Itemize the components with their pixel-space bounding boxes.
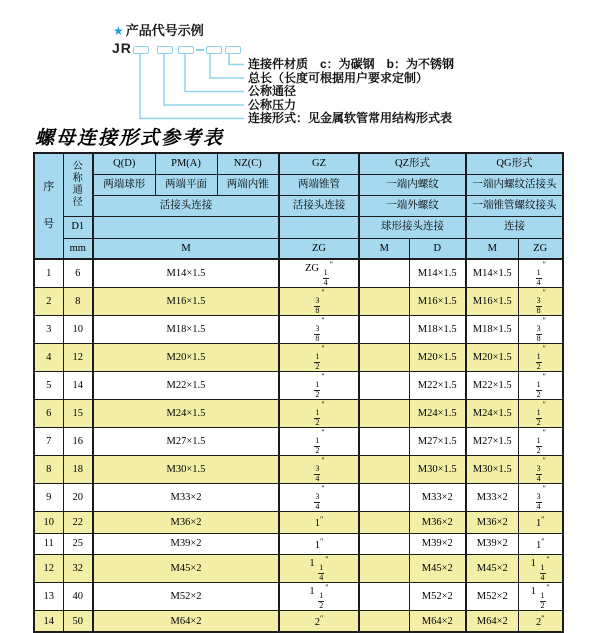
cell-qz-d: M45×2 bbox=[409, 555, 466, 583]
cell-qg-zg: $\frac{1}{2}$ ″ bbox=[518, 428, 563, 456]
cell-qg-zg: $\frac{1}{2}$ ″ bbox=[518, 400, 563, 428]
cell-seq: 1 bbox=[34, 259, 63, 288]
cell-qg-m: M52×2 bbox=[466, 583, 518, 611]
diagram-label-connection: 连接形式：见金属软管常用结构形式表 bbox=[248, 111, 453, 125]
header-d1: D1 bbox=[63, 216, 93, 238]
cell-qz-m bbox=[359, 583, 409, 611]
header-union-connect: 活接头连接 bbox=[93, 195, 279, 216]
cell-qz-m bbox=[359, 456, 409, 484]
cell-seq: 14 bbox=[34, 611, 63, 633]
cell-qz-m bbox=[359, 316, 409, 344]
cell-qg-m: M64×2 bbox=[466, 611, 518, 633]
diagram-title-text: 产品代号示例 bbox=[125, 23, 204, 38]
cell-qz-m bbox=[359, 484, 409, 512]
cell-seq: 2 bbox=[34, 288, 63, 316]
cell-m: M64×2 bbox=[93, 611, 279, 633]
header-group-qg: QG形式 bbox=[466, 153, 563, 174]
cell-qz-d: M30×1.5 bbox=[409, 456, 466, 484]
table-row bbox=[34, 428, 563, 456]
header-group-qz: QZ形式 bbox=[359, 153, 466, 174]
cell-gz-zg: $\frac{3}{8}$ ″ bbox=[279, 316, 359, 344]
cell-gz-zg: 1″ bbox=[279, 533, 359, 555]
cell-qg-zg: $\frac{3}{4}$ ″ bbox=[518, 484, 563, 512]
header-row-1 bbox=[34, 153, 563, 174]
cell-qg-m: M16×1.5 bbox=[466, 288, 518, 316]
header-pma-desc: 两端平面 bbox=[155, 174, 217, 195]
cell-dn-mm: 15 bbox=[63, 400, 93, 428]
cell-m: M20×1.5 bbox=[93, 344, 279, 372]
cell-m: M45×2 bbox=[93, 555, 279, 583]
cell-m: M18×1.5 bbox=[93, 316, 279, 344]
diagram-label-material: 连接件材质 c：为碳钢 b：为不锈钢 bbox=[248, 57, 455, 71]
cell-dn-mm: 18 bbox=[63, 456, 93, 484]
cell-dn-mm: 8 bbox=[63, 288, 93, 316]
table-row bbox=[34, 512, 563, 534]
header-row-5 bbox=[34, 238, 563, 259]
header-empty-2 bbox=[279, 216, 359, 238]
cell-qg-m: M22×1.5 bbox=[466, 372, 518, 400]
cell-m: M33×2 bbox=[93, 484, 279, 512]
cell-qg-m: M36×2 bbox=[466, 512, 518, 534]
code-box-1 bbox=[133, 46, 149, 54]
cell-qg-zg: 1 $\frac{1}{2}$ ″ bbox=[518, 583, 563, 611]
cell-qz-d: M27×1.5 bbox=[409, 428, 466, 456]
header-group-pma: PM(A) bbox=[155, 153, 217, 174]
header-gz-union-connect: 活接头连接 bbox=[279, 195, 359, 216]
cell-m: M52×2 bbox=[93, 583, 279, 611]
cell-qg-zg: $\frac{1}{2}$ ″ bbox=[518, 372, 563, 400]
header-qd-desc: 两端球形 bbox=[93, 174, 155, 195]
cell-gz-zg: $\frac{1}{2}$ ″ bbox=[279, 344, 359, 372]
header-group-qd: Q(D) bbox=[93, 153, 155, 174]
code-box-3 bbox=[178, 46, 194, 54]
code-box-5 bbox=[225, 46, 241, 54]
cell-qz-d: M24×1.5 bbox=[409, 400, 466, 428]
cell-dn-mm: 10 bbox=[63, 316, 93, 344]
code-box-2 bbox=[157, 46, 173, 54]
cell-qz-m bbox=[359, 611, 409, 633]
cell-dn-mm: 50 bbox=[63, 611, 93, 633]
header-nzc-desc: 两端内锥 bbox=[217, 174, 279, 195]
cell-gz-zg: 1″ bbox=[279, 512, 359, 534]
header-qg-m: M bbox=[466, 238, 518, 259]
cell-qz-d: M64×2 bbox=[409, 611, 466, 633]
cell-seq: 7 bbox=[34, 428, 63, 456]
cell-qg-m: M20×1.5 bbox=[466, 344, 518, 372]
cell-qz-m bbox=[359, 555, 409, 583]
table-row bbox=[34, 611, 563, 633]
cell-qg-m: M14×1.5 bbox=[466, 259, 518, 288]
table-row bbox=[34, 400, 563, 428]
cell-m: M36×2 bbox=[93, 512, 279, 534]
reference-table bbox=[33, 152, 564, 633]
table-row bbox=[34, 456, 563, 484]
table-row bbox=[34, 533, 563, 555]
cell-gz-zg: $\frac{3}{4}$ ″ bbox=[279, 484, 359, 512]
cell-gz-zg: 2″ bbox=[279, 611, 359, 633]
header-qz-desc2: 一端外螺纹 bbox=[359, 195, 466, 216]
cell-gz-zg: ZG $\frac{1}{4}$ ″ bbox=[279, 259, 359, 288]
cell-dn-mm: 22 bbox=[63, 512, 93, 534]
cell-qz-m bbox=[359, 344, 409, 372]
cell-qg-zg: $\frac{1}{2}$ ″ bbox=[518, 344, 563, 372]
cell-qg-zg: $\frac{3}{8}$ ″ bbox=[518, 316, 563, 344]
cell-qz-m bbox=[359, 288, 409, 316]
header-dn: 公 称 通 径 bbox=[63, 153, 93, 216]
cell-dn-mm: 32 bbox=[63, 555, 93, 583]
table-row bbox=[34, 259, 563, 288]
cell-m: M14×1.5 bbox=[93, 259, 279, 288]
cell-seq: 5 bbox=[34, 372, 63, 400]
table-title: 螺母连接形式参考表 bbox=[35, 127, 225, 149]
code-prefix: JR bbox=[112, 40, 132, 56]
header-qg-desc1: 一端内螺纹活接头 bbox=[466, 174, 563, 195]
cell-qg-m: M45×2 bbox=[466, 555, 518, 583]
cell-m: M16×1.5 bbox=[93, 288, 279, 316]
diagram-label-pressure: 公称压力 bbox=[248, 97, 297, 112]
cell-qz-m bbox=[359, 533, 409, 555]
diagram-label-length: 总长（长度可根据用户要求定制） bbox=[248, 70, 429, 85]
cell-dn-mm: 16 bbox=[63, 428, 93, 456]
header-seq: 序 号 bbox=[34, 153, 63, 259]
cell-gz-zg: 1 $\frac{1}{2}$ ″ bbox=[279, 583, 359, 611]
header-gz-desc: 两端锥管 bbox=[279, 174, 359, 195]
table-row bbox=[34, 316, 563, 344]
header-group-nzc: NZ(C) bbox=[217, 153, 279, 174]
reference-table-wrap bbox=[33, 152, 564, 633]
cell-qz-d: M39×2 bbox=[409, 533, 466, 555]
header-thread-zg: ZG bbox=[279, 238, 359, 259]
cell-gz-zg: $\frac{1}{2}$ ″ bbox=[279, 400, 359, 428]
cell-qg-zg: 1″ bbox=[518, 533, 563, 555]
header-mm: mm bbox=[63, 238, 93, 259]
cell-seq: 12 bbox=[34, 555, 63, 583]
cell-qz-m bbox=[359, 400, 409, 428]
cell-dn-mm: 25 bbox=[63, 533, 93, 555]
cell-qg-m: M30×1.5 bbox=[466, 456, 518, 484]
cell-gz-zg: $\frac{3}{4}$ ″ bbox=[279, 456, 359, 484]
cell-qg-m: M18×1.5 bbox=[466, 316, 518, 344]
cell-gz-zg: $\frac{1}{2}$ ″ bbox=[279, 428, 359, 456]
cell-qz-d: M20×1.5 bbox=[409, 344, 466, 372]
code-dash bbox=[196, 49, 204, 51]
header-qg-zg: ZG bbox=[518, 238, 563, 259]
diagram-label-diameter: 公称通径 bbox=[248, 84, 297, 98]
header-qg-connect: 连接 bbox=[466, 216, 563, 238]
cell-dn-mm: 40 bbox=[63, 583, 93, 611]
header-qz-m: M bbox=[359, 238, 409, 259]
cell-seq: 9 bbox=[34, 484, 63, 512]
cell-m: M39×2 bbox=[93, 533, 279, 555]
header-qz-ball-connect: 球形接头连接 bbox=[359, 216, 466, 238]
cell-seq: 11 bbox=[34, 533, 63, 555]
cell-dn-mm: 12 bbox=[63, 344, 93, 372]
cell-dn-mm: 20 bbox=[63, 484, 93, 512]
cell-qg-m: M39×2 bbox=[466, 533, 518, 555]
header-row-3 bbox=[34, 195, 563, 216]
cell-dn-mm: 6 bbox=[63, 259, 93, 288]
table-row bbox=[34, 583, 563, 611]
cell-seq: 8 bbox=[34, 456, 63, 484]
table-row bbox=[34, 288, 563, 316]
cell-qz-d: M18×1.5 bbox=[409, 316, 466, 344]
cell-seq: 10 bbox=[34, 512, 63, 534]
header-qg-desc2: 一端锥管螺纹接头 bbox=[466, 195, 563, 216]
cell-m: M24×1.5 bbox=[93, 400, 279, 428]
table-row bbox=[34, 372, 563, 400]
cell-qz-d: M22×1.5 bbox=[409, 372, 466, 400]
table-row bbox=[34, 555, 563, 583]
header-row-2 bbox=[34, 174, 563, 195]
cell-qz-d: M52×2 bbox=[409, 583, 466, 611]
cell-qg-m: M24×1.5 bbox=[466, 400, 518, 428]
cell-m: M22×1.5 bbox=[93, 372, 279, 400]
cell-gz-zg: 1 $\frac{1}{4}$ ″ bbox=[279, 555, 359, 583]
cell-m: M30×1.5 bbox=[93, 456, 279, 484]
table-row bbox=[34, 344, 563, 372]
cell-qg-zg: 2″ bbox=[518, 611, 563, 633]
cell-qg-zg: $\frac{1}{4}$ ″ bbox=[518, 259, 563, 288]
cell-qz-m bbox=[359, 428, 409, 456]
product-code-diagram bbox=[0, 0, 600, 135]
header-qz-desc1: 一端内螺纹 bbox=[359, 174, 466, 195]
cell-qg-zg: 1″ bbox=[518, 512, 563, 534]
cell-gz-zg: $\frac{1}{2}$ ″ bbox=[279, 372, 359, 400]
cell-gz-zg: $\frac{3}{8}$ ″ bbox=[279, 288, 359, 316]
cell-qz-m bbox=[359, 372, 409, 400]
header-empty-1 bbox=[93, 216, 279, 238]
table-row bbox=[34, 484, 563, 512]
diagram-title bbox=[113, 20, 204, 39]
header-qz-d: D bbox=[409, 238, 466, 259]
cell-seq: 3 bbox=[34, 316, 63, 344]
cell-dn-mm: 14 bbox=[63, 372, 93, 400]
cell-qg-zg: 1 $\frac{1}{4}$ ″ bbox=[518, 555, 563, 583]
cell-qg-zg: $\frac{3}{8}$ ″ bbox=[518, 288, 563, 316]
cell-seq: 4 bbox=[34, 344, 63, 372]
cell-qz-m bbox=[359, 259, 409, 288]
cell-qz-d: M33×2 bbox=[409, 484, 466, 512]
header-thread-m: M bbox=[93, 238, 279, 259]
cell-qz-m bbox=[359, 512, 409, 534]
cell-qz-d: M16×1.5 bbox=[409, 288, 466, 316]
cell-qz-d: M36×2 bbox=[409, 512, 466, 534]
cell-qg-m: M33×2 bbox=[466, 484, 518, 512]
code-box-4 bbox=[206, 46, 222, 54]
header-row-4 bbox=[34, 216, 563, 238]
cell-qz-d: M14×1.5 bbox=[409, 259, 466, 288]
header-group-gz: GZ bbox=[279, 153, 359, 174]
cell-seq: 13 bbox=[34, 583, 63, 611]
cell-qg-zg: $\frac{3}{4}$ ″ bbox=[518, 456, 563, 484]
star-icon: ★ bbox=[113, 24, 124, 38]
cell-seq: 6 bbox=[34, 400, 63, 428]
cell-m: M27×1.5 bbox=[93, 428, 279, 456]
cell-qg-m: M27×1.5 bbox=[466, 428, 518, 456]
